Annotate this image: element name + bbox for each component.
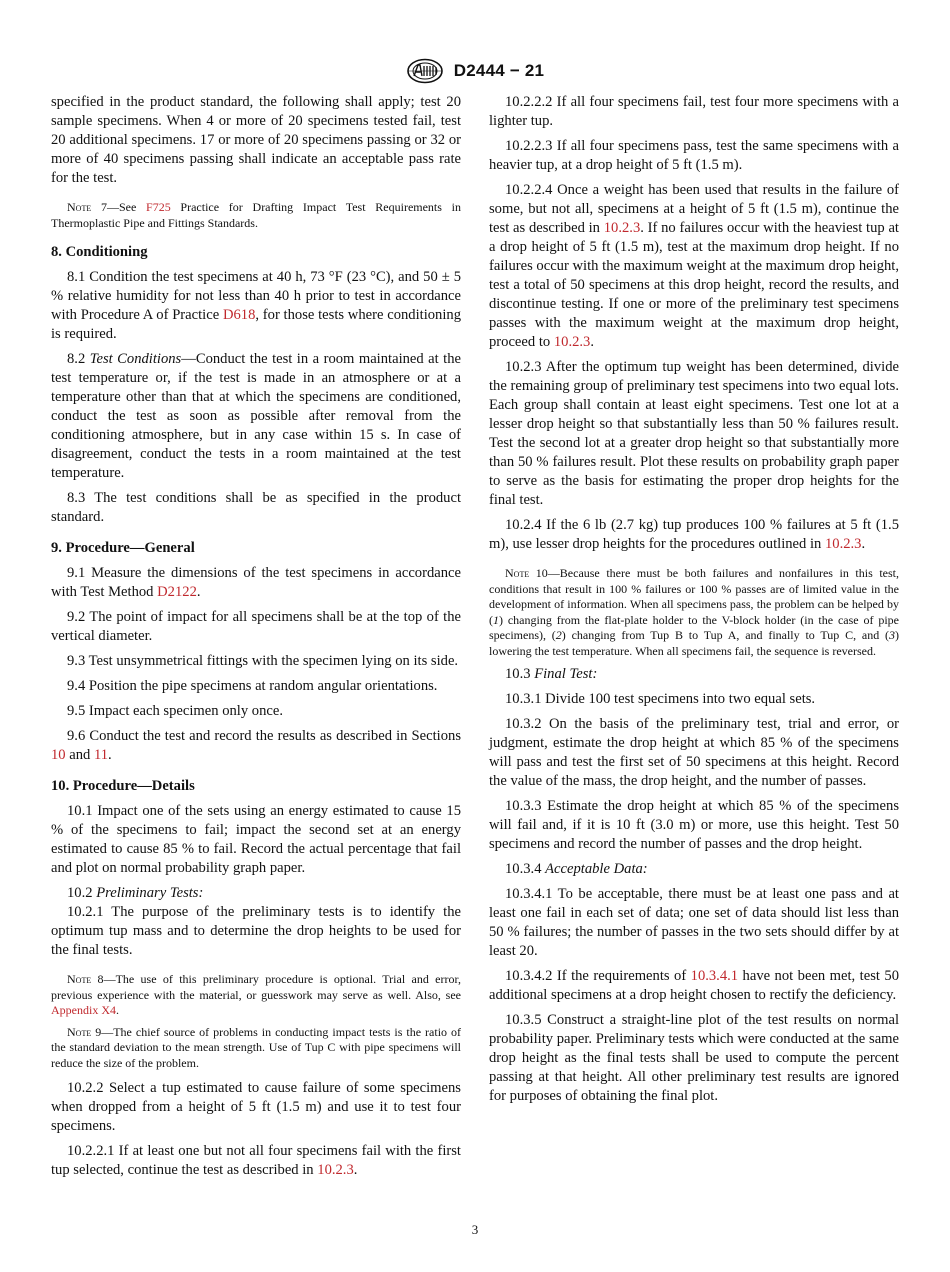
note-10: Note 10—Because there must be both failures and nonfailures in this test, conditions that result in 100 % failures or 100 % passes are of limited value in the development of information. When all specimens pass, the problem can be helped by (1) changing from the flat-plate holder to the V-block holder (in the case of pipe specimens), (2) changing from Tup B to Tup A, and finally to Tup C, and (3) lowering the test temperature. When all specimens fail, the sequence is reversed. [489, 566, 899, 658]
reference-link[interactable]: 10.3.4.1 [690, 968, 739, 984]
note-9: Note 9—The chief source of problems in conducting impact tests is the ratio of the standard deviation to the mean strength. Use of Tup C with pipe specimens will reduce the size of the problem. [51, 1024, 462, 1070]
reference-link[interactable]: F725 [146, 200, 171, 214]
paragraph: 10.2.2 Select a tup estimated to cause failure of some specimens when dropped from a height of 5 ft (1.5 m) and use it to test four specimens. [51, 1080, 461, 1134]
paragraph: 10.2.4 If the 6 lb (2.7 kg) tup produces 100 % failures at 5 ft (1.5 m), use lesser drop heights for the procedures outlined in 10.2.3. [489, 517, 899, 552]
reference-link[interactable]: 10.2.3 [824, 536, 862, 552]
reference-link[interactable]: D618 [222, 307, 256, 323]
paragraph: 8.2 Test Conditions—Conduct the test in a room maintained at the test temperature or, if the test is made in an atmosphere or at a temperature other than that at which the specimens are conditioned, conduct the test as soon as possible after removal from the conditioning atmosphere, but in any case within 15 s. In case of disagreement, conduct the tests in a room maintained at the test temperature. [51, 351, 462, 481]
document-designation: D2444 − 21 [453, 61, 545, 80]
section-heading: 8. Conditioning [51, 244, 148, 260]
paragraph: specified in the product standard, the following shall apply; test 20 sample specimens. When 4 or more of 20 specimens tested fail, test 20 additional specimens. 17 or more of 20 specimens passing or 32 or more of 40 specimens passing shall indicate an acceptable pass rate for the test. [51, 94, 461, 186]
paragraph: 9.3 Test unsymmetrical fittings with the specimen lying on its side. [67, 653, 459, 669]
reference-link[interactable]: 11 [93, 747, 109, 763]
paragraph: 9.1 Measure the dimensions of the test specimens in accordance with Test Method D2122. [51, 565, 461, 600]
left-column [51, 93, 461, 1180]
section-heading: 10. Procedure—Details [51, 778, 195, 794]
paragraph: 10.2.3 After the optimum tup weight has been determined, divide the remaining group of preliminary test specimens into two equal lots. Each group shall contain at least eight specimens. Test one lot at a lesser drop height so that substantially less than 50 % failures result. Test the second lot at a greater drop height so that substantially more than 50 % failures result. Plot these results on probability graph paper to serve as the basis for estimating the proper drop heights for the final test. [489, 359, 899, 508]
paragraph: 10.2.2.3 If all four specimens pass, test the same specimens with a heavier tup, at a drop height of 5 ft (1.5 m). [489, 138, 899, 173]
reference-link[interactable]: 10.2.3 [317, 1162, 354, 1178]
paragraph: 10.2 Preliminary Tests: [67, 885, 204, 901]
paragraph: 10.3.1 Divide 100 test specimens into two equal sets. [505, 691, 816, 707]
paragraph: 10.3.5 Construct a straight-line plot of the test results on normal probability paper. Preliminary tests which were conducted at the same drop height as the final tests shall be used to compute the percent passing at that height. All other preliminary test results are ignored for purposes of obtaining the final plot. [489, 1012, 899, 1104]
paragraph: 10.1 Impact one of the sets using an energy estimated to cause 15 % of the specimens to fail; impact the second set at an energy estimated to cause 85 % to fail. Record the actual percentage that fail and plot on normal probability graph paper. [51, 803, 461, 876]
reference-link[interactable]: 10.2.3 [553, 334, 591, 350]
paragraph: 10.2.1 The purpose of the preliminary tests is to identify the optimum tup mass and to determine the drop heights to be used for the final tests. [51, 904, 461, 958]
paragraph: 8.3 The test conditions shall be as specified in the product standard. [51, 490, 461, 525]
paragraph: 10.2.2.1 If at least one but not all four specimens fail with the first tup selected, continue the test as described in 10.2.3. [51, 1143, 461, 1178]
page-header [0, 56, 950, 86]
reference-link[interactable]: Appendix X4 [51, 1003, 116, 1017]
reference-link[interactable]: 10 [51, 747, 66, 763]
paragraph: 10.3.4.1 To be acceptable, there must be at least one pass and at least one fail in each set of data; one set of data should list less than 50 % failures; the number of passes in the two sets should differ by at least 20. [489, 886, 899, 959]
paragraph: 9.6 Conduct the test and record the results as described in Sections 10 and 11. [51, 728, 461, 763]
page-number: 3 [471, 1222, 479, 1237]
paragraph: 9.2 The point of impact for all specimens shall be at the top of the vertical diameter. [51, 609, 461, 644]
right-column [489, 93, 899, 1106]
paragraph: 10.3.2 On the basis of the preliminary test, trial and error, or judgment, estimate the drop height at which 85 % of the specimens will pass and test the first set of 50 specimens at this height. Record the value of the mass, the drop height, and the number of passes. [489, 716, 899, 789]
paragraph: 9.4 Position the pipe specimens at random angular orientations. [67, 678, 438, 694]
paragraph: 10.3 Final Test: [505, 666, 598, 682]
paragraph: 10.3.4.2 If the requirements of 10.3.4.1 have not been met, test 50 additional specimens at a drop height chosen to rectify the deficiency. [489, 968, 899, 1003]
note-8: Note 8—The use of this preliminary procedure is optional. Trial and error, previous experience with the material, or guesswork may serve as well. Also, see Appendix X4. [51, 972, 461, 1017]
paragraph: 10.2.2.2 If all four specimens fail, test four more specimens with a lighter tup. [489, 94, 899, 129]
note-7: Note 7—See F725 Practice for Drafting Impact Test Requirements in Thermoplastic Pipe and Fittings Standards. [51, 200, 462, 230]
astm-logo-icon [406, 58, 444, 84]
paragraph: 8.1 Condition the test specimens at 40 h, 73 °F (23 °C), and 50 ± 5 % relative humidity for not less than 40 h prior to test in accordance with Procedure A of Practice D618, for those tests where conditioning is required. [51, 269, 461, 342]
reference-link[interactable]: 10.2.3 [603, 220, 641, 236]
paragraph: 10.2.2.4 Once a weight has been used that results in the failure of some, but not all, specimens at a height of 5 ft (1.5 m), continue the test as described in 10.2.3. If no failures occur with the heaviest tup at a drop height of 5 ft (1.5 m), test at the maximum drop height. If no failures occur with the maximum weight at the maximum drop height, test a total of 50 specimens at this drop height, record the results, and discontinue testing. If one or more of the preliminary test specimens passes with the maximum weight at the maximum drop height, proceed to 10.2.3. [489, 182, 899, 350]
paragraph: 10.3.4 Acceptable Data: [505, 861, 648, 877]
paragraph: 10.3.3 Estimate the drop height at which 85 % of the specimens will fail and, if it is 10 ft (3.0 m) or more, use this height. Test 50 specimens and record the number of passes and the drop height. [489, 798, 899, 852]
section-heading: 9. Procedure—General [51, 540, 195, 556]
reference-link[interactable]: D2122 [157, 584, 197, 600]
paragraph: 9.5 Impact each specimen only once. [67, 703, 283, 719]
